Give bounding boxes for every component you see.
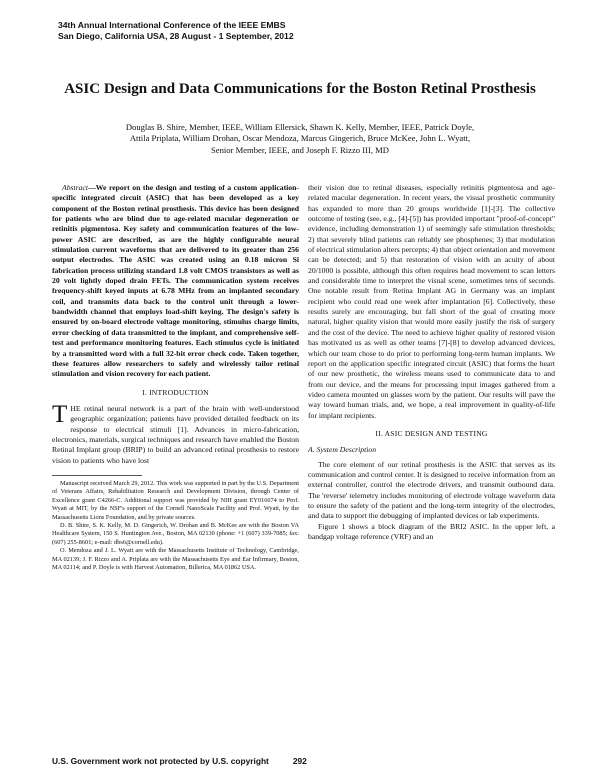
author-line-2: Attila Priplata, William Drohan, Oscar Mendoza, Marcus Gingerich, Bruce McKee, John L. Wyatt,	[129, 133, 471, 144]
abstract-label: Abstract	[62, 183, 89, 192]
author-line-3: Senior Member, IEEE, and Joseph F. Rizzo III, MD	[211, 144, 389, 155]
abstract-text: —We report on the design and testing of a custom application-specific integrated circuit (ASIC) that has been developed as a key component of the Boston retinal prosthesis. This device has been designed for patients who are blind due to age-related macular degeneration or retinitis pigmentosa. Key safety and communication features of the low-power ASIC are described, as are the highly configurable neural stimulation current waveforms that are delivered to its greater than 256 output electrodes. The ASIC was created using an 0.18 micron Si fabrication process utilizing standard 1.8 volt CMOS transistors as well as 20 volt lightly doped drain FETs. The communication system receives frequency-shift keyed inputs at 6.78 MHz from an implanted secondary coil, and transmits data back to the control unit through a lower-bandwidth channel that employs load-shift keying. The design's safety is ensured by on-board electrode voltage monitoring, stimulus charge limits, error checking of data transmitted to the implant, and comprehensive self-test and performance monitoring features. Each stimulus cycle is initiated by a transmitted word with a full 32-bit error check code. Taken together, these features allow researchers to safely and wirelessly tailor retinal stimulation and vision recovery for each patient.	[52, 183, 299, 379]
system-paragraph-1: The core element of our retinal prosthesis is the ASIC that serves as its communication and control center. It is designed to receive information from an external controller, control the electrode drivers, and transmit outbound data. The 'reverse' telemetry includes monitoring of electrode voltage waveform data to ensure the safety of the patient and the long-term integrity of the electrodes, and data to support the debugging of implanted devices or lab experiments.	[308, 459, 555, 521]
conference-line-2: San Diego, California USA, 28 August - 1 September, 2012	[58, 30, 294, 41]
right-column	[308, 183, 555, 542]
left-column	[52, 183, 299, 572]
footnotes	[52, 480, 299, 572]
conference-header	[58, 20, 294, 41]
drop-cap: T	[52, 400, 68, 428]
introduction-paragraph	[52, 400, 299, 466]
section-heading-asic: II. ASIC DESIGN AND TESTING	[375, 428, 488, 438]
footnote-3: O. Mendoza and J. L. Wyatt are with the Massachusetts Institute of Technology, Cambridge, MA 02139; J. F. Rizzo and A. Priplata are with the Massachusetts Eye and Ear Infirmary, Boston, MA 02114; and P. Doyle is with Harvest Automation, Billerica, MA 01862 USA.	[52, 547, 299, 571]
footnote-divider	[52, 475, 142, 476]
footnote-2: D. B. Shire, S. K. Kelly, M. D. Gingerich, W. Drohan and B. McKee are with the Boston VA Healthcare System, 150 S. Huntington Ave., Boston, MA 02130 (phone: +1 (607) 339-7085; fax: (607) 255-8601; e-mail: dbs6@cornell.edu).	[52, 521, 299, 546]
copyright-notice: U.S. Government work not protected by U.S. copyright	[52, 756, 269, 766]
abstract	[52, 183, 299, 380]
section-heading-introduction: I. INTRODUCTION	[142, 387, 209, 397]
page-number: 292	[292, 756, 307, 766]
conference-line-1: 34th Annual International Conference of the IEEE EMBS	[58, 20, 286, 30]
page-footer	[52, 756, 307, 766]
footnote-1: Manuscript received March 29, 2012. This work was supported in part by the U.S. Department of Veterans Affairs, Rehabilitation Research and Development Division, through Center of Excellence grant C4266-C. Additional support was provided by NIH grant EY016674 to Prof. Wyatt at MIT, by the NSF's support of the Cornell NanoScale Facility and Prof. Wyatt, by the Massachusetts Lions Foundation, and by private sources.	[52, 479, 299, 521]
paper-title: ASIC Design and Data Communications for the Boston Retinal Prosthesis	[64, 81, 536, 97]
system-paragraph-2: Figure 1 shows a block diagram of the BRI2 ASIC. In the upper left, a bandgap voltage reference (VRF) and an	[308, 521, 555, 541]
author-list	[40, 122, 560, 156]
introduction-text: HE retinal neural network is a part of the brain with well-understood geographic organization; patients have provided detailed feedback on its response to electrical stimuli [1]. Advances in micro-fabrication, electronics, materials, surgical techniques and research have enabled the Boston Retinal Implant group (BRIP) to build an advanced retinal prosthesis to restore vision to patients who have lost	[52, 403, 299, 465]
introduction-continued: their vision due to retinal diseases, especially retinitis pigmentosa and age-related macular degeneration. In recent years, the visual prosthetic community has expanded to more than 20 groups worldwide [1]-[3]. The collective outcome of testing (see, e.g., [4]-[5]) has provided important "proof-of-concept" evidence, including demonstration 1) of seemingly safe stimulation thresholds; 2) that severely blind patients can reliably see phosphenes; 3) that modulation of electrical stimulation alters percepts; 4) that object orientation and movement can be detected; and 5) that restoration of vision with an acuity of about 20/1000 is possible, although this often requires head movement to scan letters and considerable time to interpret the visual scene, sometimes tens of seconds. One notable result from Retina Implant AG in Germany was an implant recipient who could read one week after implantation [6]. Collectively, these results surely are encouraging, but fall short of the goal of creating more natural, higher quality vision that would more easily justify the risk of surgery and the cost of the device. The need to achieve higher quality of restored vision has motivated us as well as other teams [7]-[8] to develop advanced devices, which our team chose to do prior to performing long-term human implants. We report on the application specific integrated circuit (ASIC) that forms the heart of our new prosthetic, the wireless means used to communicate data to and from our device, and the means for processing input images gathered from a video camera mounted on glasses worn by the patient. Our results will pave the way toward human trials, and, we hope, a real improvement in quality-of-life for implant recipients.	[308, 183, 555, 420]
author-line-1: Douglas B. Shire, Member, IEEE, William Ellersick, Shawn K. Kelly, Member, IEEE, Patrick Doyle,	[125, 122, 475, 132]
subsection-heading-system: A. System Description	[308, 445, 377, 455]
